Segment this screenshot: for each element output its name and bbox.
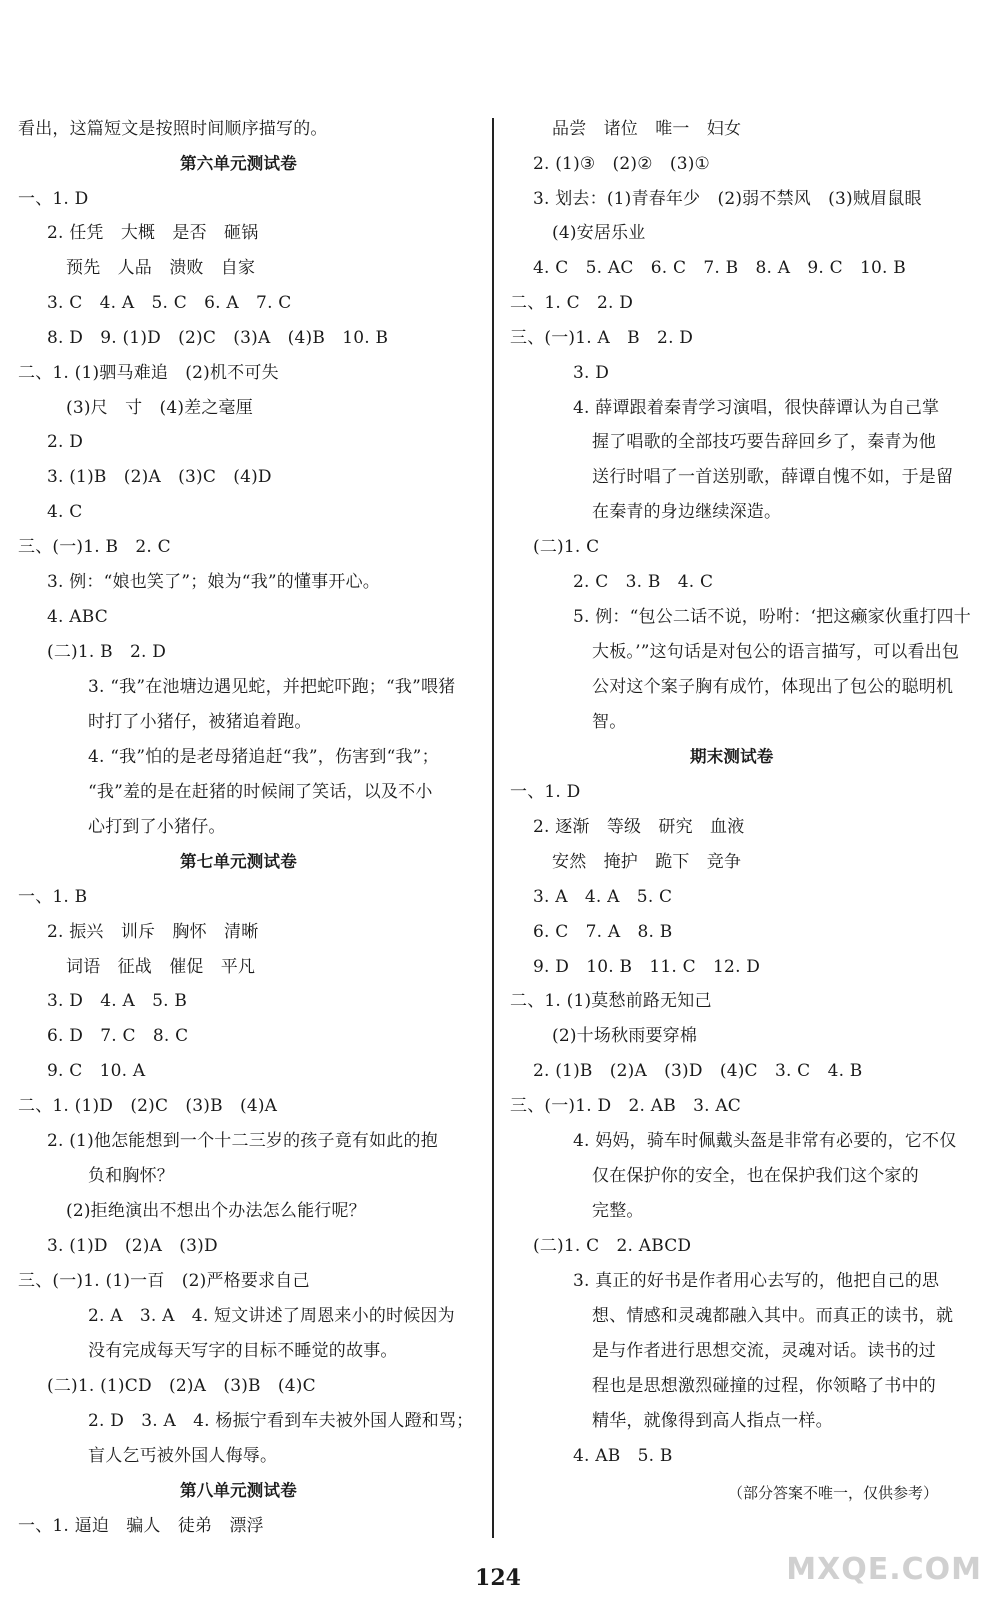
answer-line: (3)尺 寸 (4)差之毫厘 <box>66 398 253 418</box>
answer-line: 三、(一)1. B 2. C <box>18 537 171 557</box>
answer-line: 一、1. D <box>18 189 89 209</box>
answer-line: 9. D 10. B 11. C 12. D <box>533 957 761 977</box>
answer-line: 送行时唱了一首送别歌，薛谭自愧不如，于是留 <box>592 467 954 487</box>
answer-line: 一、1. D <box>510 782 581 802</box>
watermark: MXQE.COM <box>786 1552 982 1587</box>
answer-line: 看出，这篇短文是按照时间顺序描写的。 <box>18 119 328 139</box>
answer-line: 4. AB 5. B <box>573 1446 673 1466</box>
answer-line: 2. D <box>47 432 84 452</box>
page-number: 124 <box>475 1565 521 1591</box>
answer-line: (二)1. C 2. ABCD <box>533 1236 692 1256</box>
answer-line: 3. (1)D (2)A (3)D <box>47 1236 218 1256</box>
answer-line: 5. 例：“包公二话不说，吩咐：‘把这癞家伙重打四十 <box>573 607 971 627</box>
answer-line: 4. 妈妈，骑车时佩戴头盔是非常有必要的，它不仅 <box>573 1131 957 1151</box>
answer-line: 二、1. (1)D (2)C (3)B (4)A <box>18 1096 278 1116</box>
answer-line: 3. 例：“娘也笑了”；娘为“我”的懂事开心。 <box>47 572 380 592</box>
answer-line: 4. C 5. AC 6. C 7. B 8. A 9. C 10. B <box>533 258 906 278</box>
answer-line: 3. D <box>573 363 610 383</box>
section-heading: 第六单元测试卷 <box>180 154 297 173</box>
column-divider <box>492 118 494 1538</box>
answer-line: 3. 划去：(1)青春年少 (2)弱不禁风 (3)贼眉鼠眼 <box>533 189 922 209</box>
answer-line: (2)十场秋雨要穿棉 <box>552 1026 698 1046</box>
answer-line: 预先 人品 溃败 自家 <box>66 258 256 278</box>
answer-line: 2. D 3. A 4. 杨振宁看到车夫被外国人蹬和骂； <box>88 1411 474 1431</box>
answer-line: 8. D 9. (1)D (2)C (3)A (4)B 10. B <box>47 328 389 348</box>
section-heading: 第七单元测试卷 <box>180 852 297 871</box>
answer-line: 4. C <box>47 502 83 522</box>
answer-line: 6. C 7. A 8. B <box>533 922 673 942</box>
answer-note: （部分答案不唯一，仅供参考） <box>728 1484 939 1502</box>
answer-line: 3. A 4. A 5. C <box>533 887 673 907</box>
answer-line: 二、1. (1)莫愁前路无知己 <box>510 991 712 1011</box>
answer-line: 9. C 10. A <box>47 1061 146 1081</box>
answer-line: 2. (1)③ (2)② (3)① <box>533 154 710 174</box>
answer-line: 2. (1)B (2)A (3)D (4)C 3. C 4. B <box>533 1061 863 1081</box>
answer-line: (二)1. B 2. D <box>47 642 167 662</box>
answer-line: 词语 征战 催促 平凡 <box>66 957 256 977</box>
answer-line: 3. (1)B (2)A (3)C (4)D <box>47 467 272 487</box>
answer-line: 大板。’”这句话是对包公的语言描写，可以看出包 <box>592 642 960 662</box>
answer-line: 没有完成每天写字的目标不睡觉的故事。 <box>88 1341 398 1361</box>
answer-line: 智。 <box>592 712 627 732</box>
answer-line: 2. 逐渐 等级 研究 血液 <box>533 817 745 837</box>
answer-line: 6. D 7. C 8. C <box>47 1026 189 1046</box>
answer-line: 精华，就像得到高人指点一样。 <box>592 1411 833 1431</box>
answer-line: 2. (1)他怎能想到一个十二三岁的孩子竟有如此的抱 <box>47 1131 438 1151</box>
answer-line: 3. D 4. A 5. B <box>47 991 188 1011</box>
answer-line: 三、(一)1. A B 2. D <box>510 328 694 348</box>
answer-line: 2. 任凭 大概 是否 砸锅 <box>47 223 259 243</box>
answer-line: 二、1. (1)驷马难追 (2)机不可失 <box>18 363 279 383</box>
answer-line: 想、情感和灵魂都融入其中。而真正的读书，就 <box>592 1306 954 1326</box>
section-heading: 第八单元测试卷 <box>180 1481 297 1500</box>
answer-line: 3. “我”在池塘边遇见蛇，并把蛇吓跑；“我”喂猪 <box>88 677 456 697</box>
answer-line: 程也是思想激烈碰撞的过程，你领略了书中的 <box>592 1376 936 1396</box>
answer-line: (二)1. C <box>533 537 600 557</box>
answer-line: 二、1. C 2. D <box>510 293 634 313</box>
answer-line: (二)1. (1)CD (2)A (3)B (4)C <box>47 1376 316 1396</box>
answer-line: 盲人乞丐被外国人侮辱。 <box>88 1446 278 1466</box>
answer-line: (4)安居乐业 <box>552 223 646 243</box>
answer-line: 一、1. 逼迫 骗人 徒弟 漂浮 <box>18 1516 264 1536</box>
answer-line: 2. A 3. A 4. 短文讲述了周恩来小的时候因为 <box>88 1306 455 1326</box>
answer-line: (2)拒绝演出不想出个办法怎么能行呢？ <box>66 1201 366 1221</box>
answer-line: 心打到了小猪仔。 <box>88 817 226 837</box>
answer-line: 仅在保护你的安全，也在保护我们这个家的 <box>592 1166 919 1186</box>
answer-line: 品尝 诸位 唯一 妇女 <box>552 119 742 139</box>
answer-line: “我”羞的是在赶猪的时候闹了笑话，以及不小 <box>88 782 433 802</box>
answer-line: 完整。 <box>592 1201 644 1221</box>
answer-line: 3. C 4. A 5. C 6. A 7. C <box>47 293 292 313</box>
answer-line: 在秦青的身边继续深造。 <box>592 502 782 522</box>
answer-line: 三、(一)1. (1)一百 (2)严格要求自己 <box>18 1271 310 1291</box>
answer-line: 4. ABC <box>47 607 108 627</box>
section-heading: 期末测试卷 <box>690 747 774 766</box>
answer-line: 是与作者进行思想交流，灵魂对话。读书的过 <box>592 1341 936 1361</box>
answer-line: 公对这个案子胸有成竹，体现出了包公的聪明机 <box>592 677 954 697</box>
answer-line: 3. 真正的好书是作者用心去写的，他把自己的思 <box>573 1271 940 1291</box>
answer-line: 安然 掩护 跪下 竞争 <box>552 852 742 872</box>
answer-line: 一、1. B <box>18 887 88 907</box>
answer-line: 4. “我”怕的是老母猪追赶“我”，伤害到“我”； <box>88 747 439 767</box>
answer-line: 握了唱歌的全部技巧要告辞回乡了，秦青为他 <box>592 432 936 452</box>
answer-line: 时打了小猪仔，被猪追着跑。 <box>88 712 312 732</box>
answer-line: 4. 薛谭跟着秦青学习演唱，很快薛谭认为自己掌 <box>573 398 940 418</box>
answer-line: 负和胸怀？ <box>88 1166 174 1186</box>
answer-line: 三、(一)1. D 2. AB 3. AC <box>510 1096 742 1116</box>
answer-line: 2. 振兴 训斥 胸怀 清晰 <box>47 922 259 942</box>
answer-line: 2. C 3. B 4. C <box>573 572 714 592</box>
